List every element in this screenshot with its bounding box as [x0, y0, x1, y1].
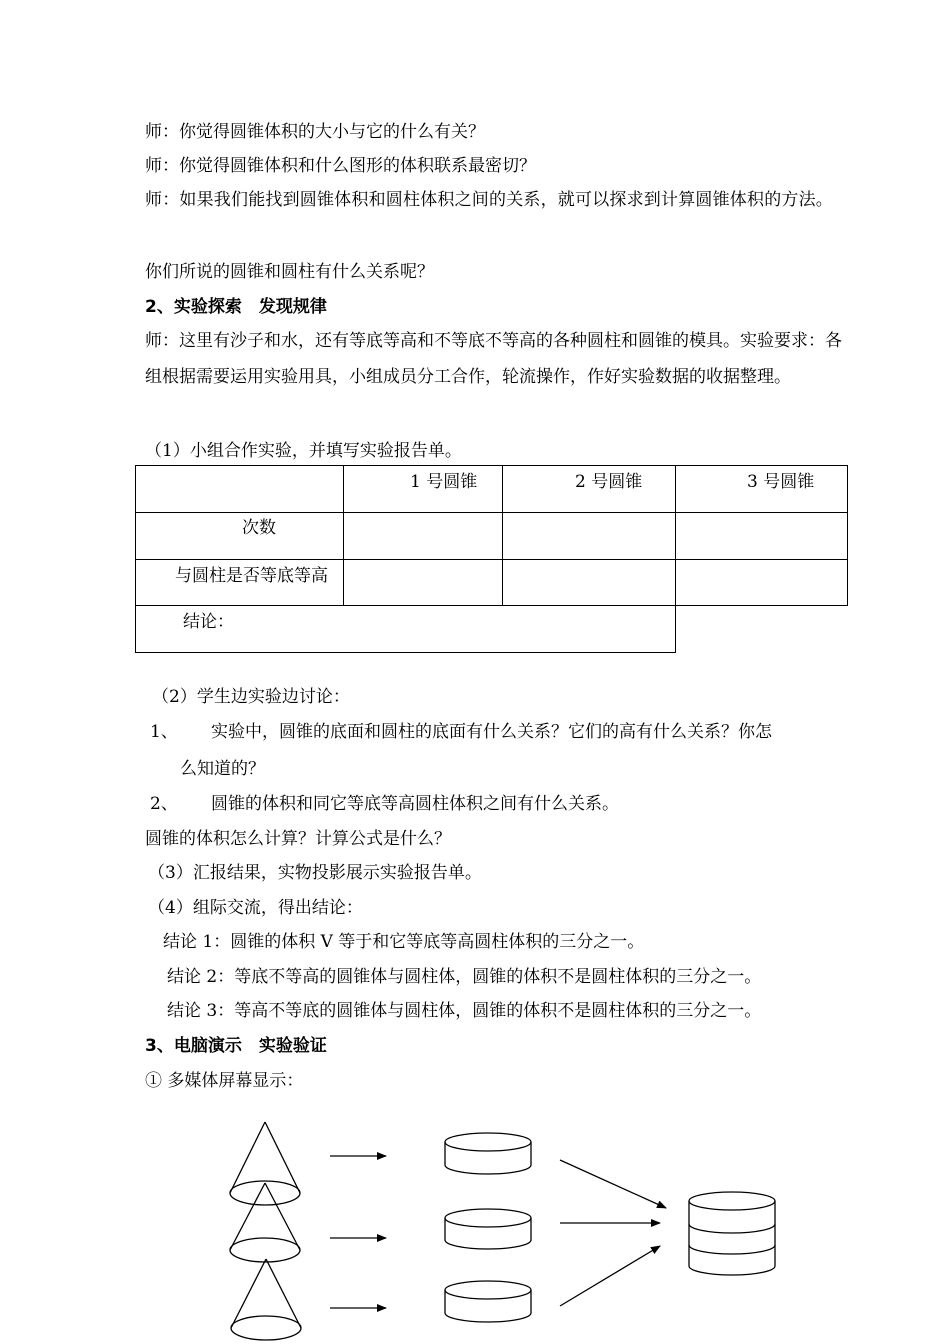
question-1-text: 实验中，圆锥的底面和圆柱的底面有什么关系？它们的高有什么关系？你怎 [211, 722, 772, 742]
step-2-text: （2）学生边实验边讨论： [152, 687, 350, 707]
arrow-cylinder3-to-stack [560, 1246, 660, 1306]
small-cylinder-1 [445, 1133, 531, 1174]
question-2-number: 2、 [150, 794, 178, 814]
step-3-text: （3）汇报结果，实物投影展示实验报告单。 [148, 863, 482, 883]
line-teacher-statement: 师：如果我们能找到圆锥体积和圆柱体积之间的关系，就可以探求到计算圆锥体积的方法。 [145, 190, 833, 210]
small-cylinder-2 [445, 1209, 531, 1249]
table-row-equal-label: 与圆柱是否等底等高 [175, 566, 328, 586]
table-header-cone-1: 1 号圆锥 [410, 472, 478, 492]
question-3-text: 圆锥的体积怎么计算？计算公式是什么？ [145, 829, 451, 849]
table-row-count-label: 次数 [242, 518, 276, 538]
question-1-continuation: 么知道的？ [180, 759, 265, 779]
table-header-cone-2: 2 号圆锥 [575, 472, 643, 492]
cone-3 [231, 1259, 301, 1340]
cone-1 [230, 1122, 300, 1205]
small-cylinder-3 [445, 1281, 531, 1322]
step-1-text: （1）小组合作实验，并填写实验报告单。 [145, 441, 462, 461]
step-4-text: （4）组际交流，得出结论： [148, 898, 363, 918]
conclusion-3: 结论 3：等高不等底的圆锥体与圆柱体，圆锥的体积不是圆柱体积的三分之一。 [167, 1001, 762, 1021]
stacked-cylinder [689, 1192, 775, 1275]
section-heading-3: 3、电脑演示 实验验证 [145, 1036, 327, 1056]
section-2-paragraph: 师：这里有沙子和水，还有等底等高和不等底不等高的各种圆柱和圆锥的模具。实验要求：各组根据需要运用实验用具，小组成员分工合作，轮流操作，作好实验数据的收据整理。 [145, 331, 842, 387]
conclusion-1: 结论 1：圆锥的体积 V 等于和它等底等高圆柱体积的三分之一。 [163, 932, 645, 952]
cone-2 [230, 1183, 300, 1262]
section-heading-2: 2、实验探索 发现规律 [145, 297, 327, 317]
conclusion-2: 结论 2：等底不等高的圆锥体与圆柱体，圆锥的体积不是圆柱体积的三分之一。 [167, 967, 762, 987]
line-question: 你们所说的圆锥和圆柱有什么关系呢？ [145, 262, 434, 282]
arrow-cylinder1-to-stack [560, 1160, 666, 1208]
question-1-number: 1、 [150, 722, 178, 742]
line-teacher-question-2: 师：你觉得圆锥体积和什么图形的体积联系最密切？ [145, 156, 536, 176]
table-conclusion-label: 结论： [183, 612, 234, 632]
multimedia-item: ① 多媒体屏幕显示： [145, 1071, 304, 1091]
table-header-cone-3: 3 号圆锥 [747, 472, 815, 492]
line-teacher-question-1: 师：你觉得圆锥体积的大小与它的什么有关？ [145, 122, 485, 142]
question-2-text: 圆锥的体积和同它等底等高圆柱体积之间有什么关系。 [211, 794, 619, 814]
